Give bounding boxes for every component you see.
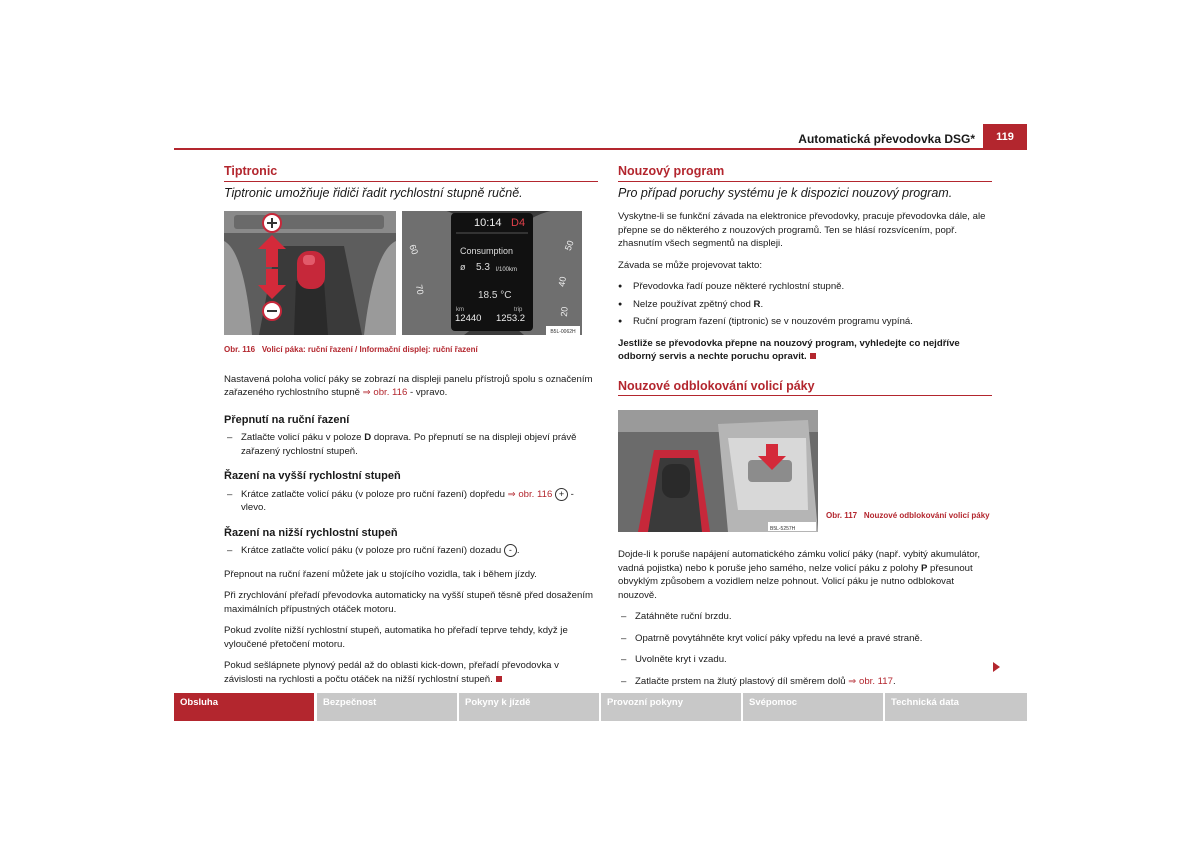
figure-117-caption-text: Nouzové odblokování volicí páky bbox=[863, 511, 990, 520]
figure-117-reference-link[interactable]: ⇒ obr. 117 bbox=[848, 675, 893, 687]
step-item bbox=[618, 675, 992, 689]
section-heading-emergency-release: Nouzové odblokování volicí páky bbox=[618, 380, 992, 397]
cluster-time: 10:14 bbox=[474, 217, 502, 229]
text: Nastavená poloha volicí páky se zobrazí na displeji panelu přístrojů spolu s označením zařazeného rychlostního stupně bbox=[224, 373, 593, 398]
figure-117 bbox=[618, 410, 992, 536]
text: Krátce zatlačte volicí páku (v poloze pro ruční řazení) dozadu bbox=[241, 545, 502, 557]
plus-symbol-icon: + bbox=[555, 488, 568, 501]
subheading-downshift: Řazení na nižší rychlostní stupeň bbox=[224, 526, 398, 539]
text-bold: D bbox=[364, 432, 372, 443]
cluster-value: 5.3 bbox=[476, 262, 490, 273]
cluster-unit: l/100km bbox=[496, 267, 518, 273]
figure-116 bbox=[224, 211, 582, 335]
section-end-icon bbox=[810, 353, 816, 359]
step-item: – Opatrně povytáhněte kryt volicí páky vpředu na levé a pravé straně. bbox=[618, 632, 992, 646]
page-number: 119 bbox=[983, 124, 1027, 149]
header-rule bbox=[174, 148, 1027, 150]
text-bold: R bbox=[753, 298, 761, 310]
bullet-item: ● Převodovka řadí pouze některé rychlostní stupně. bbox=[618, 280, 992, 294]
text: Nelze používat zpětný chod bbox=[633, 298, 751, 310]
step-item bbox=[224, 431, 598, 458]
tab-provozni-pokyny[interactable]: Provozní pokyny bbox=[601, 693, 741, 721]
running-header-title: Automatická převodovka DSG* bbox=[798, 132, 975, 146]
text: Pokud sešlápnete plynový pedál až do oblasti kick-down, přeřadí převodovka v závislosti na rychlosti a počtu otáček na nižší rychlostní stupeň. bbox=[224, 660, 559, 685]
cluster-trip-value: 1253.2 bbox=[496, 313, 526, 324]
text: . bbox=[892, 675, 896, 687]
figure-117-caption-label: Obr. 117 bbox=[826, 511, 858, 520]
text: Zatlačte volicí páku v poloze bbox=[241, 432, 362, 443]
cluster-consumption-icon: ø bbox=[460, 262, 466, 272]
text: Dojde-li k poruše napájení automatického zámku volicí páky (např. vybitý akumulátor, vadná pojistka) nebo k poruše jeho samého, nelze volicí páku z polohy bbox=[618, 549, 981, 574]
section-lead: Tiptronic umožňuje řidiči řadit rychlostní stupně ručně. bbox=[224, 185, 523, 200]
cluster-temp: 18.5 °C bbox=[478, 290, 512, 301]
paragraph bbox=[224, 373, 598, 400]
paragraph: Při zrychlování přeřadí převodovka automaticky na vyšší stupeň těsně před dosažením maximálních přípustných otáček motoru. bbox=[224, 590, 594, 615]
text-bold: P bbox=[920, 562, 928, 574]
continue-arrow-icon bbox=[993, 662, 1000, 672]
cluster-odo-value: 12440 bbox=[455, 313, 482, 324]
paragraph bbox=[224, 659, 598, 686]
text: Jestliže se převodovka přepne na nouzový program, vyhledejte co nejdříve odborný servis a nechte poruchu opravit. bbox=[618, 337, 960, 362]
step-item bbox=[224, 488, 598, 515]
cluster-trip-label: trip bbox=[514, 307, 523, 313]
text: . bbox=[516, 545, 520, 557]
section-end-icon bbox=[496, 676, 502, 682]
figure-116-code: B5L-0062H bbox=[546, 326, 580, 340]
cluster-title: Consumption bbox=[460, 246, 514, 256]
tab-pokyny-k-jizde[interactable]: Pokyny k jízdě bbox=[459, 693, 599, 721]
right-column bbox=[618, 165, 992, 694]
text: - vlevo. bbox=[241, 488, 574, 514]
text: přesunout obvyklým způsobem a vozidlem nelze pohnout. Volicí páku je nutno odblokovat nouzově. bbox=[618, 562, 973, 601]
tacho-50: 50 bbox=[562, 239, 576, 252]
subheading-upshift: Řazení na vyšší rychlostní stupeň bbox=[224, 470, 401, 482]
paragraph bbox=[618, 548, 992, 602]
paragraph: Závada se může projevovat takto: bbox=[618, 259, 762, 271]
text: Zatlačte prstem na žlutý plastový díl směrem dolů bbox=[635, 675, 846, 687]
figure-117-code: B5L-5257H bbox=[770, 526, 796, 532]
cluster-gear: D4 bbox=[511, 217, 526, 229]
figure-117-illustration bbox=[618, 410, 818, 532]
tab-technicka-data[interactable]: Technická data bbox=[885, 693, 1027, 721]
text: - vpravo. bbox=[410, 387, 448, 398]
left-column bbox=[224, 165, 598, 694]
figure-116-reference-link[interactable]: ⇒ obr. 116 bbox=[362, 387, 408, 398]
tacho-60: 60 bbox=[407, 243, 421, 256]
text: Krátce zatlačte volicí páku (v poloze pro ruční řazení) dopředu bbox=[241, 488, 505, 500]
figure-116-illustration bbox=[224, 211, 582, 335]
tacho-70: 70 bbox=[413, 283, 426, 296]
minus-symbol-icon: - bbox=[504, 544, 517, 557]
step-item bbox=[224, 544, 598, 558]
paragraph: Vyskytne-li se funkční závada na elektronice převodovky, pracuje převodovka dále, ale přepne se do některého z nouzových programů. Ten se hlásí rozsvícením, popř. zhasnutím všech segmentů na displeji. bbox=[618, 211, 986, 249]
section-heading-tiptronic: Tiptronic bbox=[224, 165, 598, 182]
tacho-40: 40 bbox=[556, 275, 569, 288]
tab-svepomoc[interactable]: Svépomoc bbox=[743, 693, 883, 721]
paragraph: Pokud zvolíte nižší rychlostní stupeň, automatika ho přeřadí teprve tehdy, když je vyloučené přetočení motoru. bbox=[224, 625, 568, 650]
figure-116-caption-text: Volicí páka: ruční řazení / Informační displej: ruční řazení bbox=[261, 345, 478, 354]
step-item: – Uvolněte kryt i vzadu. bbox=[618, 653, 992, 667]
text: doprava. Po přepnutí se na displeji objeví právě zařazený rychlostní stupeň. bbox=[241, 432, 577, 457]
tab-bezpecnost[interactable]: Bezpečnost bbox=[317, 693, 457, 721]
bullet-item bbox=[618, 298, 992, 312]
figure-116-caption-label: Obr. 116 bbox=[224, 345, 256, 354]
bullet-item: ● Ruční program řazení (tiptronic) se v nouzovém programu vypíná. bbox=[618, 315, 992, 329]
figure-117-caption bbox=[826, 510, 991, 521]
section-heading-emergency-program: Nouzový program bbox=[618, 165, 992, 182]
figure-116-reference-link[interactable]: ⇒ obr. 116 bbox=[507, 488, 553, 500]
subheading-switch-manual: Přepnutí na ruční řazení bbox=[224, 413, 350, 426]
step-item: – Zatáhněte ruční brzdu. bbox=[618, 610, 992, 624]
figure-116-caption bbox=[224, 343, 598, 357]
tab-obsluha[interactable]: Obsluha bbox=[174, 693, 314, 721]
warning-paragraph bbox=[618, 337, 992, 364]
tacho-20: 20 bbox=[558, 306, 570, 318]
paragraph: Přepnout na ruční řazení můžete jak u stojícího vozidla, tak i během jízdy. bbox=[224, 568, 537, 580]
section-lead: Pro případ poruchy systému je k dispozici nouzový program. bbox=[618, 185, 953, 200]
text: . bbox=[760, 298, 764, 310]
cluster-odo-label: km bbox=[456, 307, 464, 313]
